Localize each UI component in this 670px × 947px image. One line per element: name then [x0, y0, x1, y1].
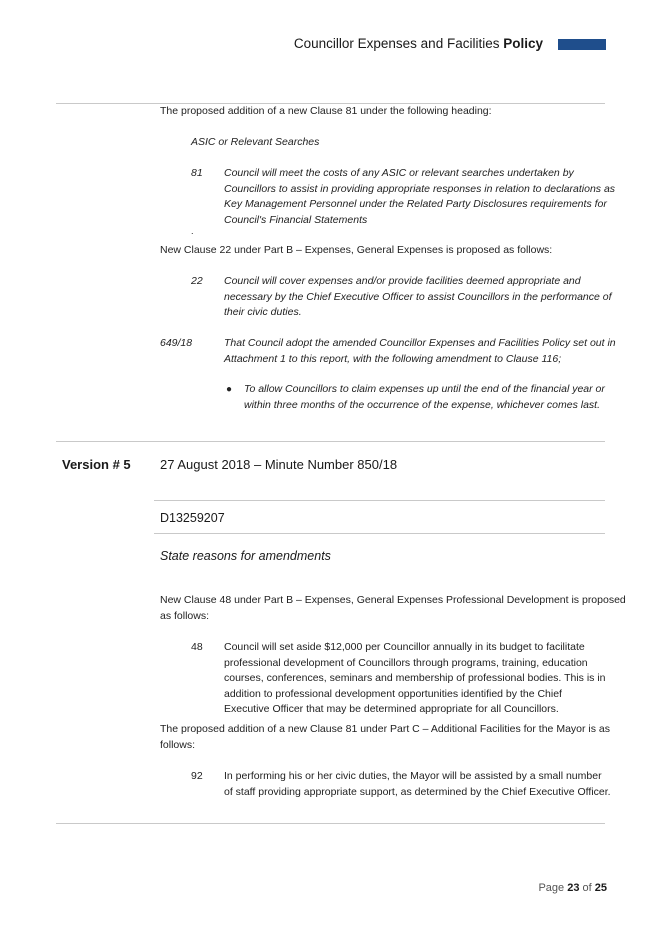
clause48-text-line: addition to professional development opportunities identified by the Chief — [224, 687, 562, 700]
clause92-number: 92 — [191, 770, 203, 782]
page-number — [538, 882, 607, 894]
clause81-text-line: Council's Financial Statements — [224, 213, 368, 226]
clause81-number: 81 — [191, 167, 203, 179]
clause81-text-line: Key Management Personnel under the Related Party Disclosures requirements for — [224, 198, 607, 210]
clause48-text-line: Executive Officer that may be determined appropriate for all Councillors. — [224, 703, 559, 715]
clause22-text-line: necessary by the Chief Executive Officer to assist Councillors in the performance of — [224, 290, 612, 303]
clause22-intro: New Clause 22 under Part B – Expenses, General Expenses is proposed as follows: — [160, 244, 553, 256]
docid-bottom-divider — [154, 533, 605, 534]
stray-dot: . — [191, 226, 194, 236]
clause48-text-line: courses, conferences, seminars and membership of professional bodies. This is in — [224, 672, 606, 684]
reasons-heading: State reasons for amendments — [160, 549, 331, 563]
clause48-number: 48 — [191, 641, 203, 653]
docid-top-divider — [154, 500, 605, 501]
header-title-bold: Policy — [503, 36, 543, 51]
clause81-text-line: Council will meet the costs of any ASIC or relevant searches undertaken by — [224, 167, 574, 179]
header-accent-bar — [558, 39, 606, 50]
clause22-number: 22 — [191, 275, 203, 287]
document-header-title — [294, 36, 543, 51]
clause48-text-line: Council will set aside $12,000 per Councillor annually in its budget to facilitate — [224, 641, 585, 653]
clause48-intro-line: as follows: — [160, 609, 210, 622]
page-current: 23 — [567, 882, 580, 894]
clause81-mayor-intro-line: The proposed addition of a new Clause 81 under Part C – Additional Facilities for the Mayor is as — [160, 723, 610, 735]
clause22-text-line: their civic duties. — [224, 306, 302, 318]
asic-heading: ASIC or Relevant Searches — [191, 136, 320, 148]
bullet-text-line: within three months of the occurrence of the expense, whichever comes last. — [244, 398, 601, 411]
clause22-text-line: Council will cover expenses and/or provide facilities deemed appropriate and — [224, 275, 581, 287]
bullet-text-line: To allow Councillors to claim expenses up until the end of the financial year or — [244, 383, 605, 395]
clause81-intro: The proposed addition of a new Clause 81 under the following heading: — [160, 105, 492, 117]
clause48-text-line: professional development of Councillors through programs, training, education — [224, 656, 588, 669]
page-total: 25 — [594, 882, 607, 894]
clause92-text-line: of staff providing appropriate support, as determined by the Chief Executive Officer. — [224, 785, 611, 798]
resolution-text-line: That Council adopt the amended Councillor Expenses and Facilities Policy set out in — [224, 337, 616, 349]
resolution-text-line: Attachment 1 to this report, with the following amendment to Clause 116; — [224, 352, 562, 365]
clause48-intro-line: New Clause 48 under Part B – Expenses, General Expenses Professional Development is proposed — [160, 594, 626, 606]
bullet-icon: ● — [226, 384, 233, 395]
bottom-divider — [56, 823, 605, 824]
header-title-text: Councillor Expenses and Facilities — [293, 36, 504, 51]
version-date: 27 August 2018 – Minute Number 850/18 — [160, 457, 398, 472]
page-of: of — [579, 882, 595, 894]
clause81-text-line: Councillors to assist in providing appropriate responses in relation to declarations as — [224, 182, 616, 195]
page-label: Page — [538, 882, 568, 894]
clause81-mayor-intro-line: follows: — [160, 738, 196, 751]
section-divider — [56, 441, 605, 442]
resolution-number: 649/18 — [160, 337, 193, 349]
document-id: D13259207 — [160, 511, 225, 525]
version-label: Version # 5 — [62, 457, 131, 472]
clause92-text-line: In performing his or her civic duties, the Mayor will be assisted by a small number — [224, 770, 602, 782]
